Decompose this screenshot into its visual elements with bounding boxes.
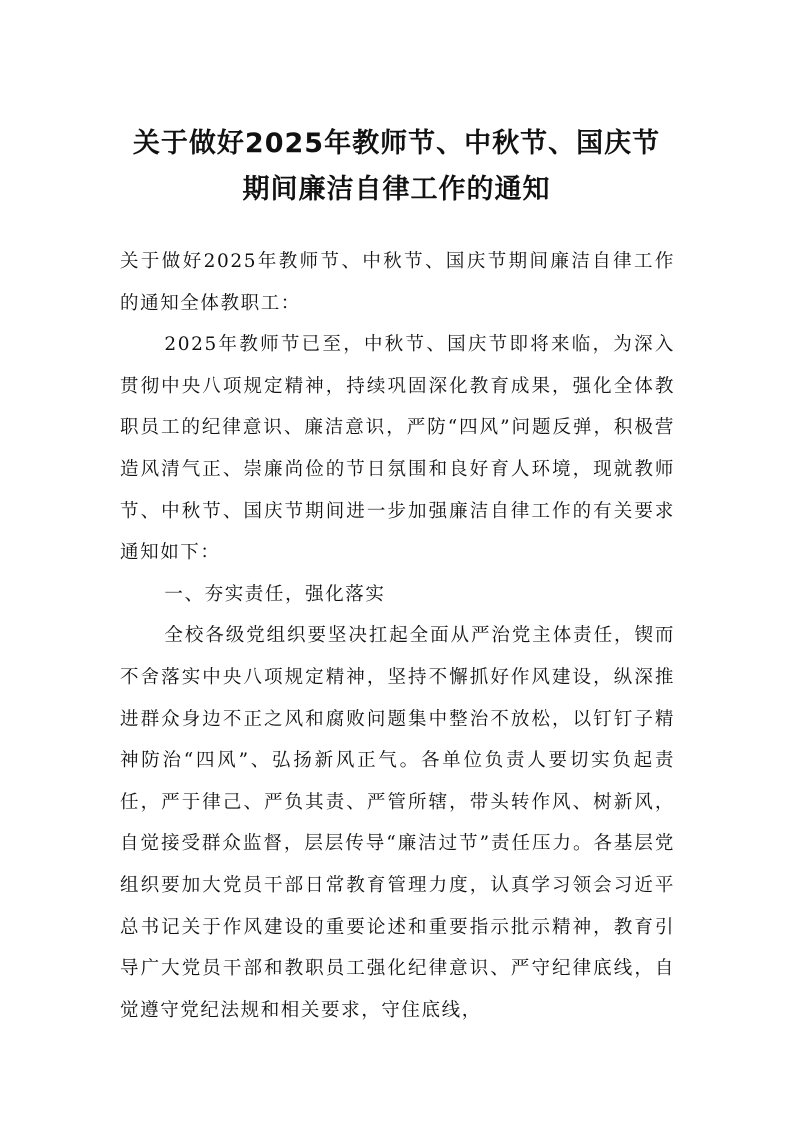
document-body (120, 241, 675, 1031)
document-title-line-1: 关于做好2025年教师节、中秋节、国庆节 (132, 128, 661, 159)
salutation-paragraph: 关于做好2025年教师节、中秋节、国庆节期间廉洁自律工作的通知全体教职工： (120, 251, 675, 314)
section-1-paragraph: 全校各级党组织要坚决扛起全面从严治党主体责任，锲而不舍落实中央八项规定精神，坚持不懈抓好作风建设，纵深推进群众身边不正之风和腐败问题集中整治不放松，以钉钉子精神防治“四风”、弘扬新风正气。各单位负责人要切实负起责任，严于律己、严负其责、严管所辖，带头转作风、树新风，自觉接受群众监督，层层传导“廉洁过节”责任压力。各基层党组织要加大党员干部日常教育管理力度，认真学习领会习近平总书记关于作风建设的重要论述和重要指示批示精神，教育引导广大党员干部和教职员工强化纪律意识、严守纪律底线，自觉遵守党纪法规和相关要求，守住底线， (120, 625, 675, 1021)
intro-paragraph: 2025年教师节已至，中秋节、国庆节即将来临，为深入贯彻中央八项规定精神，持续巩固深化教育成果，强化全体教职员工的纪律意识、廉洁意识，严防“四风”问题反弹，积极营造风清气正、崇廉尚俭的节日氛围和良好育人环境，现就教师节、中秋节、国庆节期间进一步加强廉洁自律工作的有关要求通知如下： (120, 334, 675, 564)
document-title-line-2: 期间廉洁自律工作的通知 (242, 174, 551, 205)
section-heading-1: 一、夯实责任，强化落实 (164, 583, 386, 605)
